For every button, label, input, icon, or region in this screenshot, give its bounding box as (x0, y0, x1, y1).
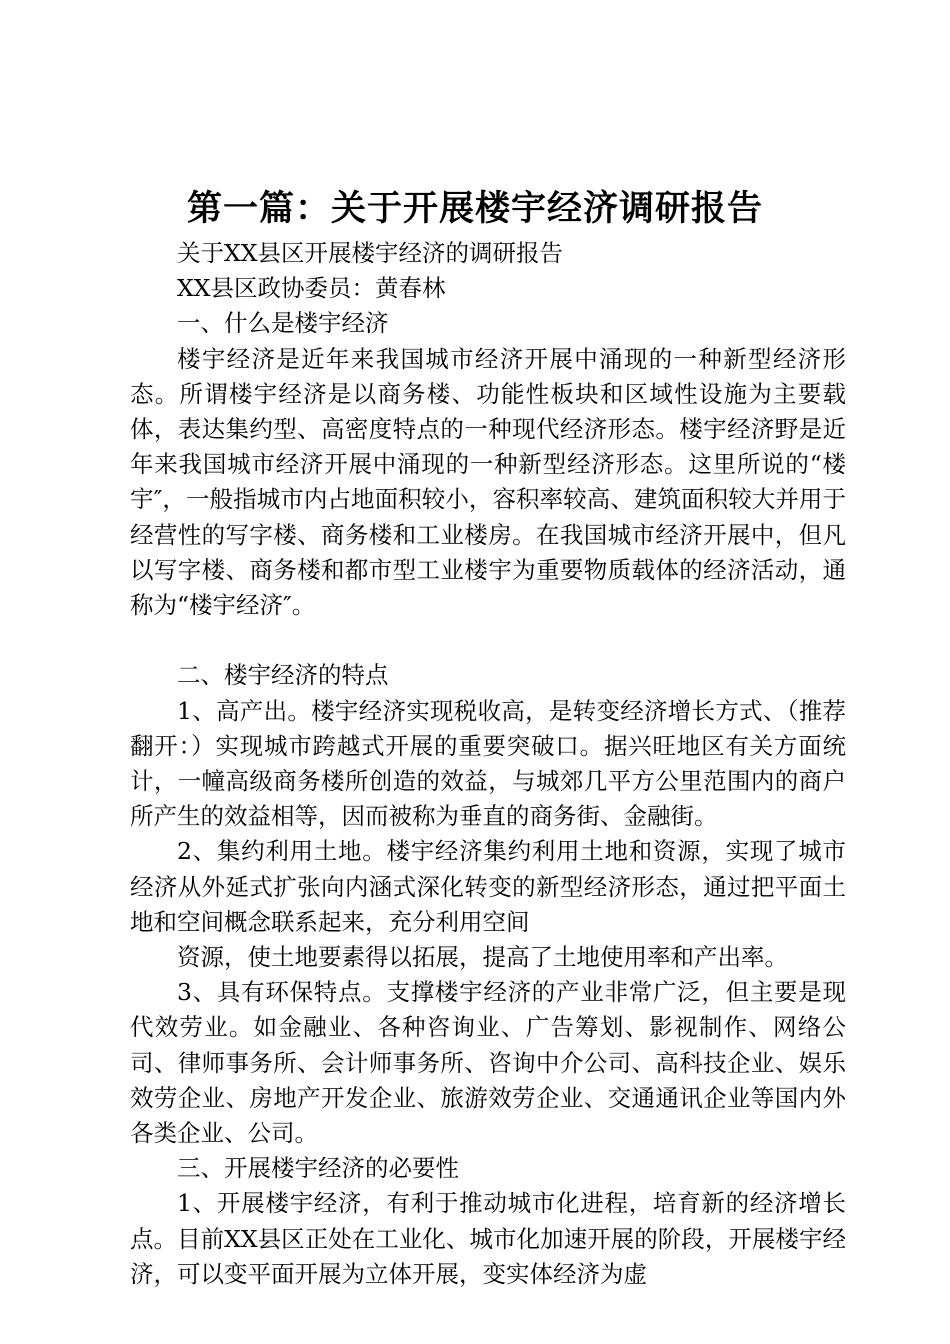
paragraph: 3、具有环保特点。支撑楼宇经济的产业非常广泛，但主要是现代效劳业。如金融业、各种咨询业、广告筹划、影视制作、网络公司、律师事务所、会计师事务所、咨询中介公司、高科技企业、娱乐效劳企业、房地产开发企业、旅游效劳企业、交通通讯企业等国内外各类企业、公司。 (130, 978, 846, 1148)
document-title: 第一篇：关于开展楼宇经济调研报告 (186, 188, 763, 229)
paragraph: 楼宇经济是近年来我国城市经济开展中涌现的一种新型经济形态。所谓楼宇经济是以商务楼、功能性板块和区域性设施为主要载体，表达集约型、高密度特点的一种现代经济形态。楼宇经济野是近年来我国城市经济开展中涌现的一种新型经济形态。这里所说的“楼宇″，一般指城市内占地面积较小，容积率较高、建筑面积较大并用于经营性的写字楼、商务楼和工业楼房。在我国城市经济开展中，但凡以写字楼、商务楼和都市型工业楼宇为重要物质载体的经济活动，通称为“楼宇经济″。 (130, 344, 846, 620)
document-body (130, 236, 846, 1292)
section-heading-3: 三、开展楼宇经济的必要性 (177, 1154, 459, 1183)
paragraph: 资源，使土地要素得以拓展，提高了土地使用率和产出率。 (177, 943, 788, 972)
section-heading-2: 二、楼宇经济的特点 (177, 661, 389, 690)
section-heading-1: 一、什么是楼宇经济 (177, 309, 389, 338)
blank-line (130, 623, 846, 658)
paragraph: 1、高产出。楼宇经济实现税收高，是转变经济增长方式、（推荐翻开：）实现城市跨越式开展的重要突破口。据兴旺地区有关方面统计，一幢高级商务楼所创造的效益，与城郊几平方公里范围内的商户所产生的效益相等，因而被称为垂直的商务街、金融街。 (130, 696, 846, 831)
report-subtitle: 关于XX县区开展楼宇经济的调研报告 (177, 239, 563, 267)
author-line: XX县区政协委员：黄春林 (177, 274, 446, 303)
paragraph: 1、开展楼宇经济，有利于推动城市化进程，培育新的经济增长点。目前XX县区正处在工业化、城市化加速开展的阶段，开展楼宇经济，可以变平面开展为立体开展，变实体经济为虚 (130, 1189, 846, 1288)
paragraph: 2、集约利用土地。楼宇经济集约利用土地和资源，实现了城市经济从外延式扩张向内涵式深化转变的新型经济形态，通过把平面土地和空间概念联系起来，充分利用空间 (130, 837, 846, 936)
